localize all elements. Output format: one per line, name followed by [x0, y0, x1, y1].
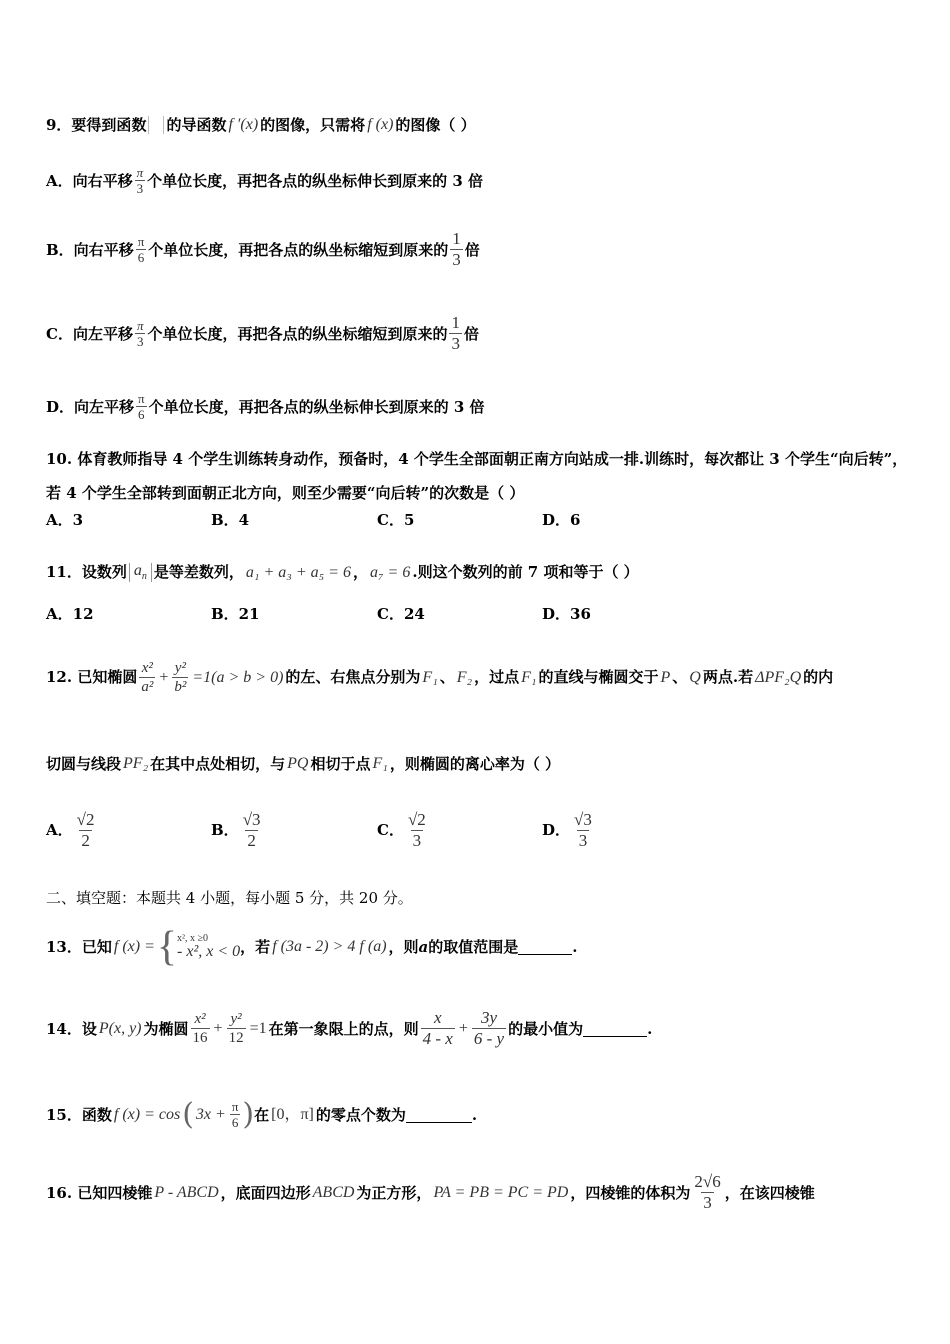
focus-f1-ref: F₁ [521, 668, 537, 686]
point-q: Q [689, 668, 701, 686]
q13-text-1: 13．已知 [46, 937, 112, 956]
ellipse-x-term: $\frac{\text{x²}}{16}$ [192, 1011, 208, 1046]
ellipse-equals: =1 [249, 1020, 267, 1037]
option-tail: 倍 [464, 240, 480, 259]
q11-stem [46, 563, 910, 582]
q11-equation-1: a₁ + a₃ + a₅ = 6 [245, 563, 351, 581]
q12-option-b: B． $\frac{√3}{2}$ [211, 809, 261, 850]
q12-text-8: 在其中点处相切，与 [150, 754, 286, 773]
q12-text-10: ，则椭圆的离心率为（ ） [389, 754, 561, 773]
q12-text-2: 的左、右焦点分别为 [285, 668, 421, 687]
q9-text-4: 的图像（ ） [395, 115, 476, 134]
q9-option-b [46, 230, 910, 270]
q9-text-1: 9．要得到函数 [46, 115, 147, 134]
shift-fraction: $\frac{\pi}{3}$ [136, 317, 144, 349]
q10-option-a: A．3 [46, 510, 84, 529]
q11-comma: ， [352, 563, 368, 582]
q14-stem: 14．设 P(x, y) 为椭圆 $\frac{\text{x²}}{16}$ + $\frac{\text{y²}}{12}$ =1 在第一象限上的点，则 $\frac{x}{4 - x}$ + $\frac{3y}{6 - y}$ 的最小值为 . [46, 1007, 653, 1048]
option-label: C．向左平移 [46, 324, 133, 343]
q10-option-d: D．6 [542, 510, 581, 529]
q12-text-1: 12. 已知椭圆 [46, 668, 138, 687]
piecewise-function: { x², x ≥0 - x², x < 0 [156, 924, 241, 970]
option-label: B．向右平移 [46, 240, 134, 259]
q12-text-4: 的直线与椭圆交于 [538, 668, 659, 687]
focus-f2: F₂ [456, 668, 473, 686]
q16-text-4: ，四棱锥的体积为 [570, 1183, 691, 1202]
segment-pf2: PF₂ [123, 755, 149, 772]
q14-text-2: 为椭圆 [143, 1019, 189, 1038]
q12-option-d: D． $\frac{√3}{3}$ [542, 809, 592, 850]
base-name: ABCD [312, 1184, 355, 1201]
point-p: P [660, 668, 671, 686]
point-p-xy: P(x, y) [98, 1020, 142, 1037]
ellipse-condition: =1(a > b > 0) [192, 668, 284, 686]
pi-over-6: $\frac{\pi}{6}$ [231, 1098, 239, 1130]
q15-argument: 3x + [195, 1106, 226, 1123]
q12-option-c: C． $\frac{√2}{3}$ [377, 809, 426, 850]
q9-stem [46, 116, 910, 134]
ellipse-x-term: $\frac{\text{x²}}{\text{a²}}$ [141, 660, 154, 695]
option-label: D．向左平移 [46, 397, 135, 416]
q10-stem: 10. 体育教师指导 4 个学生训练转身动作，预备时，4 个学生全部面朝正南方向站成一排.训练时，每次都让 3 个学生“向后转”，若 4 个学生全部转到面朝正北方向，则至少需要“向后转”的次数是（ ） [46, 450, 908, 502]
q15-text-3: 的零点个数为 [315, 1105, 406, 1124]
shift-fraction: $\frac{\pi}{6}$ [138, 391, 145, 423]
focus-f1-tangent: F₁ [372, 755, 388, 772]
q11-text-3: .则这个数列的前 7 项和等于（ ） [412, 563, 639, 582]
q16-text-5: ，在该四棱锥 [724, 1183, 815, 1202]
q12-stem-line1: 12. 已知椭圆 $\frac{\text{x²}}{\text{a²}}$ + $\frac{\text{y²}}{\text{b²}}$ =1(a > b > 0) 的左、右焦点分别为 F₁ 、 F₂ ，过点 F₁ 的直线与椭圆交于 P 、 Q 两点.若 ΔPF₂Q 的内 [46, 660, 834, 695]
period: . [647, 1019, 653, 1038]
ellipse-y-term: $\frac{\text{y²}}{\text{b²}}$ [174, 660, 187, 695]
q11-option-b: B．21 [211, 604, 260, 623]
q14-text-4: 的最小值为 [508, 1019, 584, 1038]
focus-f1: F₁ [422, 668, 438, 686]
answer-blank[interactable] [583, 1022, 647, 1037]
q13-text-2: ，若 [240, 937, 271, 956]
q11-text-2: 是等差数列， [153, 563, 244, 582]
q11-text-1: 11．设数列 [46, 563, 127, 582]
q16-stem [46, 1168, 910, 1218]
q16-text-1: 16. 已知四棱锥 [46, 1183, 153, 1202]
period: . [572, 937, 578, 956]
scale-fraction: $\frac{1}{3}$ [452, 229, 461, 269]
answer-blank[interactable] [406, 1108, 472, 1123]
shift-fraction: $\frac{\pi}{6}$ [137, 233, 145, 265]
q11-equation-2: a₇ = 6 [369, 563, 411, 581]
q13-text-4: 的取值范围是 [428, 937, 519, 956]
q12-text-5: 两点.若 [702, 668, 754, 687]
q9-fprime: f ′(x) [228, 116, 259, 133]
option-text: 个单位长度，再把各点的纵坐标伸长到原来的 3 倍 [148, 397, 485, 416]
q16-text-3: 为正方形， [356, 1183, 432, 1202]
separator: 、 [439, 668, 455, 687]
function-image-placeholder [148, 116, 164, 134]
q11-option-d: D．36 [542, 604, 591, 623]
option-label: A．向右平移 [46, 171, 133, 190]
q12-text-6: 的内 [803, 668, 834, 687]
q12-options [46, 806, 910, 856]
q14-text-1: 14．设 [46, 1019, 97, 1038]
volume-fraction: $\frac{2√6}{3}$ [694, 1171, 721, 1212]
q14-text-3: 在第一象限上的点，则 [268, 1019, 419, 1038]
scale-fraction: $\frac{1}{3}$ [451, 313, 460, 353]
pyramid-name: P - ABCD [154, 1184, 219, 1201]
q13-stem [46, 922, 910, 972]
triangle-pf2q: ΔPF₂Q [755, 668, 802, 686]
q16-text-2: ，底面四边形 [220, 1183, 311, 1202]
q12-stem-line2 [46, 756, 910, 772]
q12-text-9: 相切于点 [310, 754, 371, 773]
q9-text-2: 的导函数 [166, 115, 227, 134]
q15-function: f (x) = cos [113, 1106, 181, 1123]
period: . [471, 1105, 478, 1124]
expression-term-1: $\frac{x}{4 - x}$ [422, 1007, 453, 1048]
q11-option-c: C．24 [377, 604, 425, 623]
expression-term-2: $\frac{3y}{6 - y}$ [473, 1007, 505, 1048]
sequence-symbol: $a_n$ [129, 563, 152, 582]
q12-text-7: 切圆与线段 [46, 754, 122, 773]
q9-option-d [46, 392, 910, 423]
q9-text-3: 的图像，只需将 [260, 115, 366, 134]
q13-inequality: f (3a - 2) > 4 f (a) [272, 938, 387, 955]
q13-text-3: ，则 [388, 937, 419, 956]
option-tail: 倍 [463, 324, 479, 343]
ellipse-y-term: $\frac{\text{y²}}{12}$ [228, 1011, 244, 1046]
q15-stem: 15．函数 f (x) = cos ( 3x + $\frac{\pi}{6}$ ) 在 [0，π] 的零点个数为 . [46, 1097, 478, 1132]
answer-blank[interactable] [518, 940, 572, 955]
separator: 、 [672, 668, 688, 687]
edge-equality: PA = PB = PC = PD [433, 1184, 569, 1201]
option-text: 个单位长度，再把各点的纵坐标伸长到原来的 3 倍 [147, 171, 484, 190]
q15-interval: [0，π] [271, 1106, 314, 1123]
q15-text-2: 在 [254, 1105, 270, 1124]
option-text: 个单位长度，再把各点的纵坐标缩短到原来的 [148, 240, 449, 259]
shift-fraction: $\frac{\pi}{3}$ [136, 165, 144, 197]
q9-option-a [46, 166, 910, 197]
variable-a: a [418, 937, 429, 956]
segment-pq: PQ [287, 755, 309, 772]
q10-option-b: B．4 [211, 510, 250, 529]
option-text: 个单位长度，再把各点的纵坐标缩短到原来的 [147, 324, 448, 343]
q13-function: f (x) = [113, 938, 155, 955]
section-heading: 二、填空题：本题共 4 小题，每小题 5 分，共 20 分。 [46, 889, 413, 907]
q15-text-1: 15．函数 [46, 1105, 112, 1124]
q12-option-a: A． $\frac{√2}{2}$ [46, 809, 95, 850]
q9-fx: f (x) [367, 116, 394, 133]
q12-text-3: ，过点 [474, 668, 520, 687]
q9-option-c [46, 314, 910, 354]
q11-option-a: A．12 [46, 604, 94, 623]
q10-option-c: C．5 [377, 510, 415, 529]
